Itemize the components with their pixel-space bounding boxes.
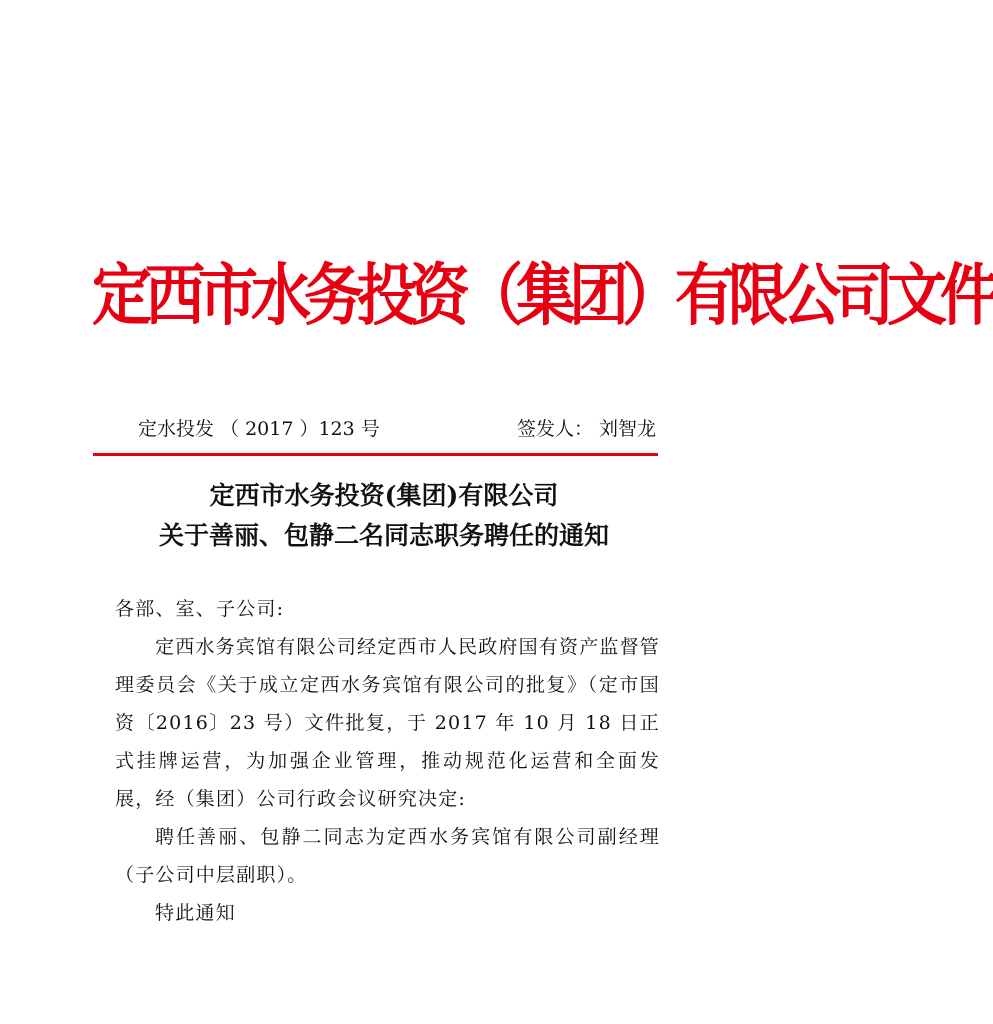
document-number: 定水投发 （ 2017 ）123 号 [138,418,380,440]
red-divider-line [93,453,658,456]
body-paragraph-background: 定西水务宾馆有限公司经定西市人民政府国有资产监督管理委员会《关于成立定西水务宾馆有限公司的批复》（定市国资〔2016〕23 号）文件批复，于 2017 年 10 月 18 日正式挂牌运营，为加强企业管理，推动规范化运营和全面发展，经（集团）公司行政会议研究决定: [115,636,661,810]
document-meta-row [138,414,656,444]
notice-body [115,590,660,932]
body-paragraph-appointment: 聘任善丽、包静二同志为定西水务宾馆有限公司副经理（子公司中层副职）。 [115,826,660,886]
title-line-company: 定西市水务投资(集团)有限公司 [209,481,559,510]
notice-title [80,476,688,556]
salutation: 各部、室、子公司: [115,598,285,620]
issuer-signatory: 签发人： 刘智龙 [516,418,656,440]
closing-remark: 特此通知 [155,902,236,924]
title-line-subject: 关于善丽、包静二名同志职务聘任的通知 [158,521,609,550]
red-masthead-title: 定西市水务投资（集团）有限公司文件 [92,256,993,336]
